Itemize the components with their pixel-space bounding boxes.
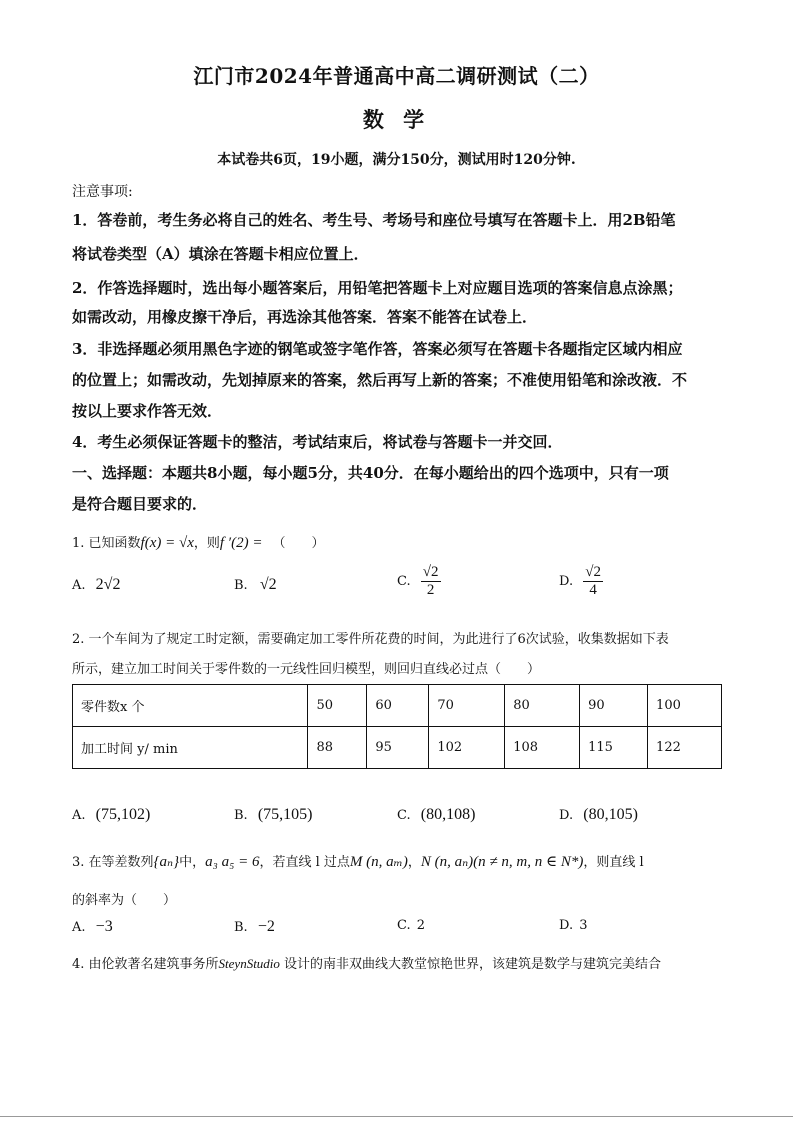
notice-line: 1．答卷前，考生务必将自己的姓名、考生号、考场号和座位号填写在答题卡上．用2B铅笔 <box>72 211 676 229</box>
q2-option-a: A. (75,102) <box>72 806 151 823</box>
q3-option-a: A. −3 <box>72 918 113 935</box>
q1-option-d: D. $\frac{√2}{4}$ <box>559 564 601 598</box>
table-cell: 95 <box>367 727 429 769</box>
q3-prefix: 3. 在等差数列 <box>72 855 154 870</box>
q1-option-b-value: √2 <box>259 576 277 593</box>
notice-line: 的位置上；如需改动，先划掉原来的答案，然后再写上新的答案；不准使用铅笔和涂改液．不 <box>72 371 688 389</box>
q1-prefix: 1. 已知函数 <box>72 536 141 551</box>
q1-paren: （ ） <box>272 536 325 551</box>
q1-option-d-fraction: $\frac{√2}{4}$ <box>585 564 601 598</box>
q2-option-b-value: (75,105) <box>257 806 313 823</box>
q1-option-b: B. √2 <box>234 576 277 593</box>
table-cell: 88 <box>308 727 367 769</box>
q2-option-b: B. (75,105) <box>234 806 313 823</box>
notice-line: 如需改动，用橡皮擦干净后，再选涂其他答案．答案不能答在试卷上． <box>72 308 538 326</box>
q3-option-c-value: 2 <box>416 918 426 933</box>
section-heading-cont: 是符合题目要求的． <box>72 495 208 513</box>
q2-option-c: C. (80,108) <box>397 806 476 823</box>
notice-line: 3．非选择题必须用黑色字迹的钢笔或签字笔作答，答案必须写在答题卡各题指定区域内相应 <box>72 340 683 358</box>
section-heading: 一、选择题：本题共8小题，每小题5分，共40分．在每小题给出的四个选项中，只有一项 <box>72 464 669 482</box>
q3-option-a-value: −3 <box>95 918 113 935</box>
q2-data-table <box>72 684 722 769</box>
notice-line: 2．作答选择题时，选出每小题答案后，用铅笔把答题卡上对应题目选项的答案信息点涂黑； <box>72 279 683 297</box>
table-row <box>73 685 722 727</box>
q3-option-d: D. 3 <box>559 918 588 933</box>
q2-option-d: D. (80,105) <box>559 806 638 823</box>
q3-option-d-value: 3 <box>579 918 588 933</box>
question-4 <box>72 953 661 972</box>
q4-prefix: 4. 由伦敦著名建筑事务所 <box>72 957 219 972</box>
q3-option-b-value: −2 <box>257 918 275 935</box>
q1-option-c-fraction: $\frac{√2}{2}$ <box>422 564 439 598</box>
q1-option-a-value: 2√2 <box>95 576 121 593</box>
q3-sequence: {aₙ} <box>153 854 180 870</box>
question-1 <box>72 532 324 552</box>
table-row <box>73 727 722 769</box>
exam-info: 本试卷共6页，19小题，满分150分，测试用时120分钟. <box>217 152 576 168</box>
notice-line: 将试卷类型（A）填涂在答题卡相应位置上． <box>72 245 369 263</box>
table-cell: 115 <box>580 727 648 769</box>
q4-rest: 设计的南非双曲线大教堂惊艳世界，该建筑是数学与建筑完美结合 <box>283 957 661 972</box>
q4-studio: SteynStudio <box>218 956 280 971</box>
q1-ask: f ′(2) = <box>219 535 263 551</box>
q3-point-n: N (n, aₙ)(n ≠ n, m, n ∈ N*) <box>420 854 584 870</box>
notice-heading: 注意事项: <box>72 184 133 200</box>
q3-option-c: C. 2 <box>397 918 426 933</box>
table-cell: 60 <box>367 685 429 727</box>
q1-option-a: A. 2√2 <box>72 576 121 593</box>
q2-line2: 所示，建立加工时间关于零件数的一元线性回归模型，则回归直线必过点（ ） <box>72 662 541 677</box>
subject-title: 数 学 <box>362 107 431 132</box>
table-cell: 100 <box>648 685 722 727</box>
table-cell: 50 <box>308 685 367 727</box>
q1-option-c: C. $\frac{√2}{2}$ <box>397 564 439 598</box>
exam-title: 江门市2024年普通高中高二调研测试（二） <box>193 64 600 88</box>
q2-option-a-value: (75,102) <box>95 806 151 823</box>
table-cell: 102 <box>429 727 505 769</box>
q2-option-c-value: (80,108) <box>420 806 476 823</box>
table-cell: 90 <box>580 685 648 727</box>
table-cell: 108 <box>505 727 580 769</box>
q3-line2: 的斜率为（ ） <box>72 893 177 908</box>
q3-condition: a₃ a₅ = 6 <box>205 854 260 870</box>
notice-line: 按以上要求作答无效． <box>72 402 223 420</box>
table-cell: 122 <box>648 727 722 769</box>
table-cell: 80 <box>505 685 580 727</box>
q2-option-d-value: (80,105) <box>583 806 638 823</box>
question-3: 3. 在等差数列{aₙ}中，a₃ a₅ = 6，若直线 l 过点M (n, aₘ)，N (n, aₙ)(n ≠ n, m, n ∈ N*)，则直线 l <box>72 854 644 870</box>
table-cell-label: 加工时间 y/ min <box>73 727 308 769</box>
table-cell: 70 <box>429 685 505 727</box>
q1-mid: ，则 <box>193 536 220 551</box>
page-bottom-divider <box>0 1116 793 1117</box>
q2-line1: 2. 一个车间为了规定工时定额，需要确定加工零件所花费的时间，为此进行了6次试验，收集数据如下表 <box>72 632 669 647</box>
q3-point-m: M (n, aₘ) <box>349 854 408 870</box>
notice-line: 4．考生必须保证答题卡的整洁，考试结束后，将试卷与答题卡一并交回． <box>72 433 563 451</box>
table-cell-label: 零件数x 个 <box>73 685 308 727</box>
q1-function: f(x) = √x <box>140 535 194 551</box>
q3-option-b: B. −2 <box>234 918 275 935</box>
